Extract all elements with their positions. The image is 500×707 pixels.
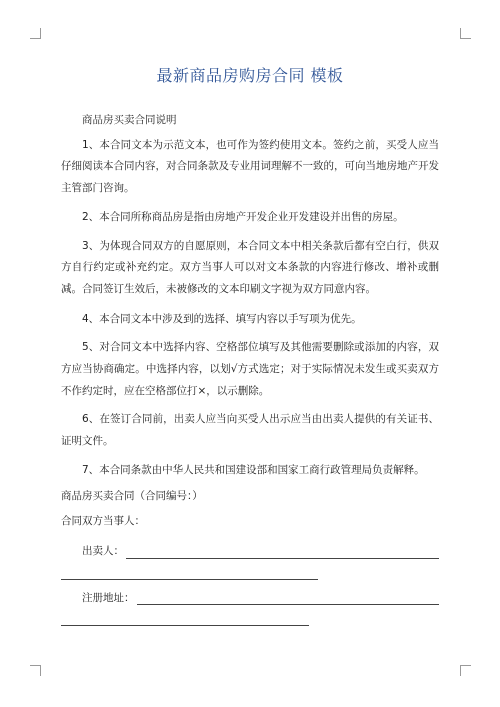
address-blank[interactable] [137, 590, 440, 605]
document-title: 最新商品房购房合同 模板 [156, 66, 344, 85]
paragraph-1: 1、本合同文本为示范文本，也可作为签约使用文本。签约之前，买受人应当仔细阅读本合同内容，对合同条款及专业用词理解不一致的，可向当地房地产开发主管部门咨询。 [61, 138, 439, 195]
seller-row [61, 541, 439, 563]
paragraph-2: 2、本合同所称商品房是指由房地产开发企业开发建设并出售的房屋。 [82, 210, 404, 223]
paragraph-3: 3、为体现合同双方的自愿原则，本合同文本中相关条款后都有空白行，供双方自行约定或补充约定。双方当事人可以对文本条款的内容进行修改、增补或删减。合同签订生效后，未被修改的文本印刷文字视为双方同意内容。 [61, 239, 439, 295]
parties-heading: 合同双方当事人： [61, 515, 145, 528]
subtitle: 商品房买卖合同说明 [82, 114, 177, 126]
seller-blank-continued[interactable] [61, 565, 318, 580]
paragraph-7: 7、本合同条款由中华人民共和国建设部和国家工商行政管理局负责解释。 [82, 463, 425, 476]
crop-mark-top-left [30, 28, 41, 39]
address-row [61, 588, 439, 610]
crop-mark-bottom-right [460, 665, 471, 676]
contract-heading: 商品房买卖合同（合同编号：） [61, 489, 203, 502]
document-body [61, 110, 439, 626]
paragraph-4: 4、本合同文本中涉及到的选择、填写内容以手写项为优先。 [82, 312, 362, 325]
address-label: 注册地址： [82, 591, 135, 604]
seller-label: 出卖人： [82, 544, 124, 557]
address-blank-continued[interactable] [61, 611, 309, 626]
paragraph-5: 5、对合同文本中选择内容、空格部位填写及其他需要删除或添加的内容，双方应当协商确定。中选择内容，以划√方式选定；对于实际情况未发生或买卖双方不作约定时，应在空格部位打×，以示删除。 [61, 341, 439, 397]
paragraph-6: 6、在签订合同前，出卖人应当向买受人出示应当由出卖人提供的有关证书、证明文件。 [61, 413, 439, 448]
crop-mark-bottom-left [30, 665, 41, 676]
crop-mark-top-right [460, 28, 471, 39]
seller-blank[interactable] [126, 544, 439, 559]
